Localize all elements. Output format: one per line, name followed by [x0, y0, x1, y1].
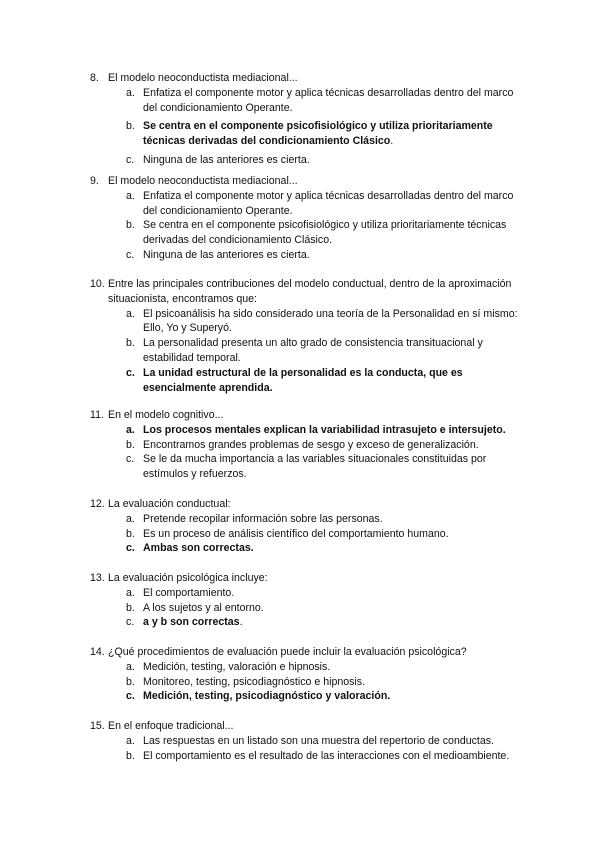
question-stem [90, 497, 530, 512]
option-b [90, 336, 530, 366]
question-9 [90, 174, 530, 263]
option-text: El comportamiento es el resultado de las interacciones con el medioambiente. [143, 749, 510, 762]
option-letter: a. [126, 86, 135, 99]
option-list [90, 189, 530, 263]
question-number: 14. [90, 646, 105, 658]
question-stem [90, 174, 530, 189]
option-letter: c. [126, 153, 135, 166]
option-text: Ninguna de las anteriores es cierta. [143, 153, 310, 166]
question-10 [90, 277, 530, 395]
question-number: 10. [90, 278, 105, 290]
option-b [90, 749, 530, 764]
option-b [90, 527, 530, 542]
option-letter: c. [126, 616, 135, 629]
option-a [90, 734, 530, 749]
question-stem [90, 719, 530, 734]
option-letter: c. [126, 690, 135, 703]
option-text: A los sujetos y al entorno. [143, 601, 264, 614]
option-a [90, 512, 530, 527]
option-text: Enfatiza el componente motor y aplica técnicas desarrolladas dentro del marco del condicionamiento Operante. [143, 86, 514, 114]
option-c-correct [90, 366, 530, 396]
option-text: Enfatiza el componente motor y aplica técnicas desarrolladas dentro del marco del condicionamiento Operante. [143, 189, 514, 217]
option-letter: c. [126, 542, 135, 555]
option-letter: b. [126, 219, 135, 232]
question-number: 9. [90, 175, 99, 187]
option-b [90, 438, 530, 453]
option-letter: c. [126, 366, 135, 379]
option-letter: c. [126, 453, 135, 466]
option-c-correct [90, 615, 530, 630]
option-text: Monitoreo, testing, psicodiagnóstico e hipnosis. [143, 675, 366, 688]
option-list [90, 586, 530, 630]
option-list [90, 512, 530, 556]
option-letter: b. [126, 527, 135, 540]
option-letter: a. [126, 423, 135, 436]
option-letter: a. [126, 660, 135, 673]
option-c-correct [90, 689, 530, 704]
option-letter: a. [126, 189, 135, 202]
option-b [90, 218, 530, 248]
option-a [90, 189, 530, 219]
question-stem [90, 645, 530, 660]
option-a [90, 86, 530, 116]
question-text: La evaluación conductual: [108, 498, 231, 510]
question-14 [90, 645, 530, 704]
option-text: Encontramos grandes problemas de sesgo y exceso de generalización. [143, 438, 479, 451]
option-list [90, 734, 530, 764]
option-text: Medición, testing, psicodiagnóstico y valoración. [143, 690, 391, 703]
option-text: Medición, testing, valoración e hipnosis. [143, 660, 331, 673]
option-list [90, 307, 530, 396]
option-letter: b. [126, 438, 135, 451]
question-15 [90, 719, 530, 763]
option-text: El psicoanálisis ha sido considerado una teoría de la Personalidad en sí mismo: Ello, Yo y Superyó. [143, 307, 518, 335]
option-a [90, 586, 530, 601]
option-letter: b. [126, 675, 135, 688]
option-letter: c. [126, 248, 135, 261]
option-text: Se centra en el componente psicofisiológico y utiliza prioritariamente técnicas derivadas del condicionamiento Clásico [143, 120, 493, 148]
option-list [90, 86, 530, 168]
option-suffix: . [239, 616, 243, 629]
question-text: La evaluación psicológica incluye: [108, 572, 268, 584]
question-13 [90, 571, 530, 630]
option-text: Pretende recopilar información sobre las personas. [143, 512, 383, 525]
option-b [90, 675, 530, 690]
question-text: El modelo neoconductista mediacional... [108, 175, 298, 187]
option-a-correct [90, 423, 530, 438]
question-8 [90, 71, 530, 168]
question-12 [90, 497, 530, 556]
option-b [90, 601, 530, 616]
question-11 [90, 408, 530, 482]
question-stem [90, 571, 530, 586]
option-text: Es un proceso de análisis científico del comportamiento humano. [143, 527, 449, 540]
question-number: 11. [90, 409, 104, 421]
option-a [90, 307, 530, 337]
option-text: Ambas son correctas. [143, 542, 254, 555]
question-text: El modelo neoconductista mediacional... [108, 72, 298, 84]
option-text: Se centra en el componente psicofisiológico y utiliza prioritariamente técnicas derivadas del condicionamiento Clásico. [143, 219, 507, 247]
option-letter: a. [126, 734, 135, 747]
question-text: En el enfoque tradicional... [108, 720, 234, 732]
option-c [90, 248, 530, 263]
question-number: 8. [90, 72, 99, 84]
option-letter: a. [126, 512, 135, 525]
option-c-correct [90, 541, 530, 556]
question-number: 15. [90, 720, 105, 732]
option-text: Se le da mucha importancia a las variables situacionales constituidas por estímulos y refuerzos. [143, 453, 487, 481]
option-text: Ninguna de las anteriores es cierta. [143, 248, 310, 261]
question-stem [90, 71, 530, 86]
option-list [90, 423, 530, 482]
question-number: 13. [90, 572, 105, 584]
question-stem [90, 408, 530, 423]
question-text: Entre las principales contribuciones del modelo conductual, dentro de la aproximación situacionista, encontramos que: [108, 278, 512, 305]
option-c [90, 452, 530, 482]
question-text: ¿Qué procedimientos de evaluación puede incluir la evaluación psicológica? [108, 646, 467, 658]
option-letter: b. [126, 601, 135, 614]
option-text: Las respuestas en un listado son una muestra del repertorio de conductas. [143, 734, 494, 747]
option-suffix: . [390, 135, 394, 148]
question-stem [90, 277, 530, 307]
option-text: La unidad estructural de la personalidad es la conducta, que es esencialmente aprendida. [143, 366, 463, 394]
question-number: 12. [90, 498, 105, 510]
option-list [90, 660, 530, 704]
option-text: Los procesos mentales explican la variabilidad intrasujeto e intersujeto. [143, 423, 506, 436]
option-letter: a. [126, 586, 135, 599]
option-b-correct [90, 119, 530, 149]
option-text: El comportamiento. [143, 586, 235, 599]
option-text: a y b son correctas [143, 616, 240, 629]
option-letter: b. [126, 120, 135, 133]
option-letter: b. [126, 337, 135, 350]
option-a [90, 660, 530, 675]
option-letter: b. [126, 749, 135, 762]
option-text: La personalidad presenta un alto grado de consistencia transituacional y estabilidad temporal. [143, 337, 483, 364]
question-text: En el modelo cognitivo... [108, 409, 224, 421]
option-c [90, 153, 530, 168]
option-letter: a. [126, 307, 135, 320]
